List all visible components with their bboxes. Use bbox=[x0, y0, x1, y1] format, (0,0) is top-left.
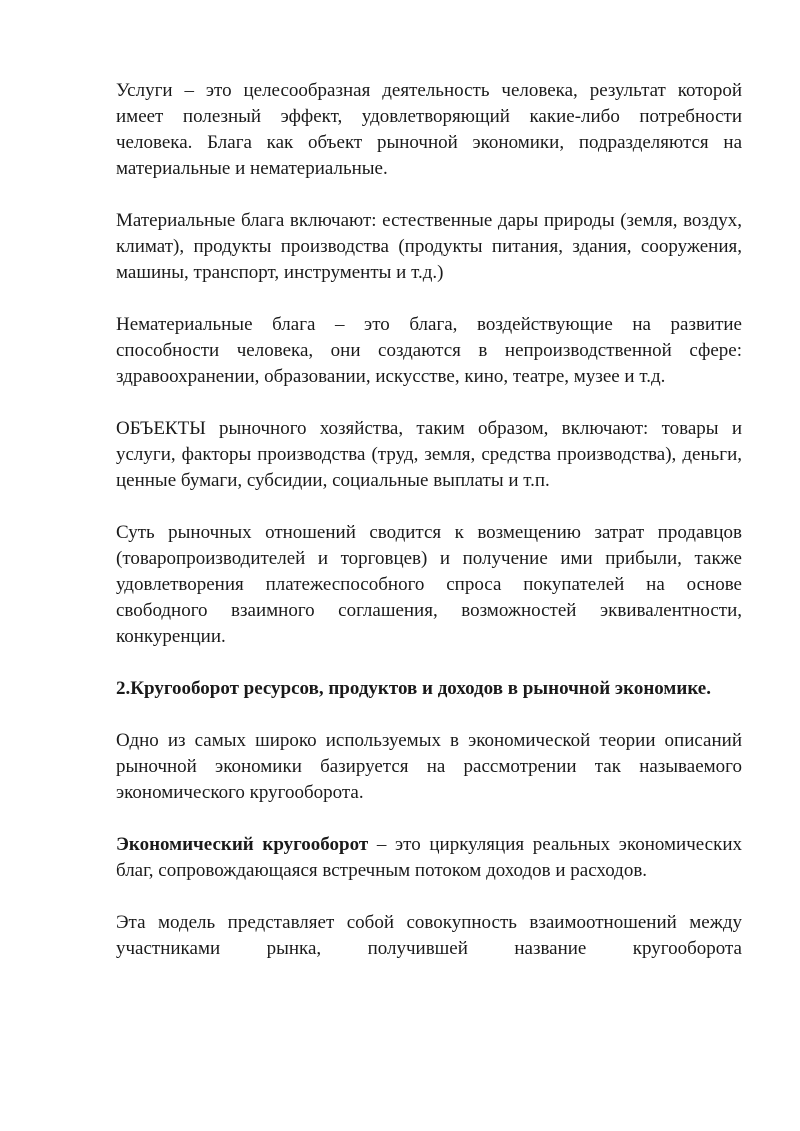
paragraph-nonmaterial-goods: Нематериальные блага – это блага, воздействующие на развитие способности человека, они создаются в непроизводственной сфере: здравоохранении, образовании, искусстве, кино, театре, музее и т.д. bbox=[116, 314, 742, 387]
section-heading: 2.Кругооборот ресурсов, продуктов и доходов в рыночной экономике. bbox=[116, 678, 711, 699]
definition-text: – это циркуляция реальных экономических благ, сопровождающаяся встречным потоком доходов и расходов. bbox=[116, 834, 742, 881]
document-page bbox=[116, 78, 742, 988]
paragraph-economic-circuit-definition bbox=[116, 832, 742, 884]
paragraph-model-description: Эта модель представляет собой совокупность взаимоотношений между участниками рынка, получившей название кругооборота bbox=[116, 912, 742, 959]
paragraph-market-objects: ОБЪЕКТЫ рыночного хозяйства, таким образом, включают: товары и услуги, факторы производства (труд, земля, средства производства), деньги, ценные бумаги, субсидии, социальные выплаты и т.п. bbox=[116, 418, 742, 491]
paragraph-material-goods: Материальные блага включают: естественные дары природы (земля, воздух, климат), продукты производства (продукты питания, здания, сооружения, машины, транспорт, инструменты и т.д.) bbox=[116, 210, 742, 283]
paragraph-market-relations: Суть рыночных отношений сводится к возмещению затрат продавцов (товаропроизводителей и торговцев) и получение ими прибыли, также удовлетворения платежеспособного спроса покупателей на основе свободного взаимного соглашения, возможностей эквивалентности, конкуренции. bbox=[116, 522, 742, 647]
paragraph-economic-circuit-intro: Одно из самых широко используемых в экономической теории описаний рыночной экономики базируется на рассмотрении так называемого экономического кругооборота. bbox=[116, 730, 742, 803]
paragraph-services: Услуги – это целесообразная деятельность человека, результат которой имеет полезный эффект, удовлетворяющий какие-либо потребности человека. Блага как объект рыночной экономики, подразделяются на материальные и нематериальные. bbox=[116, 80, 742, 179]
defined-term: Экономический кругооборот bbox=[116, 834, 369, 855]
